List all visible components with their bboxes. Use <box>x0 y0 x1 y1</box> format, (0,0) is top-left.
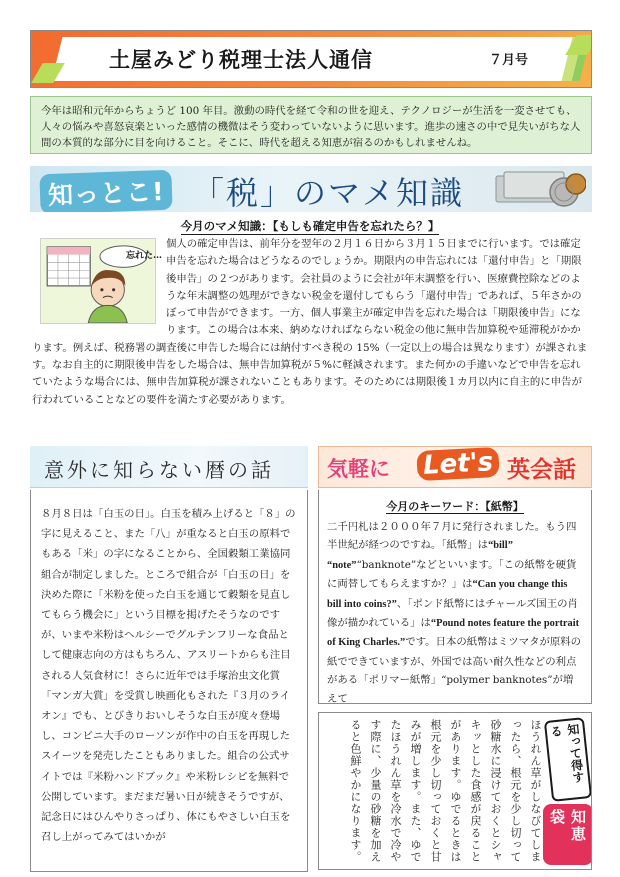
english-text-part-3: 、「ポンド紙幣にはチャールズ国王の肖像が描かれている」は <box>327 597 578 630</box>
tax-banner-title: 「税」のマメ知識 <box>192 174 465 212</box>
tax-article-subtitle <box>0 218 620 234</box>
tax-trivia-banner <box>30 166 592 212</box>
tips-logo-top: 知って得する <box>544 717 592 802</box>
newsletter-header <box>30 30 592 88</box>
calendar-banner-title: 意外に知らない暦の話 <box>44 458 274 482</box>
tax-article-body <box>32 236 590 409</box>
english-phrase-coins: “Can you change this bill into coins?” <box>327 579 568 610</box>
issue-month: ７月号 <box>489 53 529 68</box>
newsletter-title: 土屋みどり税理士法人通信 <box>109 48 373 72</box>
english-keyword-subtitle <box>327 498 583 514</box>
calendar-story-box <box>30 490 308 872</box>
english-corner-box <box>318 490 592 704</box>
english-phrase-pound: “Pound notes feature the portrait of King Charles.” <box>327 618 580 649</box>
forgot-speech-bubble: 忘れた… <box>126 251 163 261</box>
tax-article-text: 個人の確定申告は、前年分を翌年の２月１６日から３月１５日までに行います。では確定申告を忘れた場合はどうなるのでしょうか。期限内の申告忘れには「還付申告」と「期限後申告」の２つがあります。会社員のように会社が年末調整を行い、医療費控除などのような年末調整の処理ができない税金を還付してもらう「還付申告」であれば、５年さかのぼって申告ができます。一方、個人事業主が確定申告を忘れた場合は「期限後申告」になります。この場合は本来、納めなければならない税金の他に無申告加算税や延滞税がかかります。例えば、税務署の調査後に申告した場合には納付すべき税の 15%（一定以上の場合は異なります）が課されます。なお自主的に期限後申告をした場合は、無申告加算税が５%に軽減されます。また何かの手違いなどで申告を忘れていたような場合には、無申告加算税が課されないこともあります。そのためには期限後１カ月以内に自主的に申告が行われていることなどの要件を満たす必要があります。 <box>32 238 588 406</box>
english-corner-text <box>327 518 583 704</box>
english-text-part-4: です。日本の紙幣はミツマタが原料の紙でできていますが、外国では高い耐久性などの利点がある「ポリマー紙幣」“polymer banknotes”が増えて <box>327 636 582 704</box>
english-word-note: “note” <box>327 559 357 571</box>
english-text-part-2: “banknote”などといいます。「この紙幣を硬貨に両替してもらえますか？」は <box>327 558 577 591</box>
tax-article-subtitle-text: 今月のマメ知識：【もしも確定申告を忘れたら？】 <box>180 219 440 233</box>
coins-bills-illustration <box>494 170 586 208</box>
english-banner-prefix: 気軽に <box>327 457 390 481</box>
english-banner-lets: Let's <box>416 447 500 481</box>
english-keyword-subtitle-text: 今月のキーワード：【紙幣】 <box>386 500 524 513</box>
tips-text: ほうれん草がしなびてしまったら、根元を少し切って砂糖水に浸けておくとシャキッとした食感が戻ることがあります。ゆでるときは根元を少し切っておくと甘みが増します。また、ゆでたほうれん草を冷水で冷やす際に、少量の砂糖を加えると色鮮やかになります。 <box>349 719 542 863</box>
tips-logo-bottom: 知恵袋 <box>543 804 592 865</box>
tips-box <box>318 712 592 870</box>
english-text-part-1: 二千円札は２０００年７月に発行されました。もう四半世紀が経つのですね。「紙幣」は <box>327 521 577 552</box>
english-word-bill: “bill” <box>488 540 513 552</box>
tips-logo <box>549 719 587 865</box>
english-banner-title: 英会話 <box>507 457 576 483</box>
calendar-story-text: ８月８日は「白玉の日」。白玉を積み上げると「８」の字に見えること、また「八」が重なると白玉の原料でもある「米」の字になることから、全国穀類工業協同組合が制定しました。ところで組合が「白玉の日」を決めた際に「米粉を使った白玉を通じて穀類を見直してもらう機会に」という目標を掲げたそうなのですが、いまや米粉はヘルシーでグルテンフリーな食品として健康志向の方はもちろん、アスリートからも注目される人気食材に！さらに近年では手塚治虫文化賞「マンガ大賞」を受賞し映画化もされた『３月のライオン』でも、とびきりおいしそうな白玉が度々登場し、コンビニ大手のローソンが作中の白玉を再現したスイーツを発売したこともありました。組合の公式サイトでは『米粉ハンドブック』や米粉レシピを無料で公開しています。まだまだ暑い日が続きそうですが、記念日にはひんやりさっぱり、体にもやさしい白玉を召し上がってみてはいかが <box>41 508 296 844</box>
calendar-story-banner <box>30 446 308 488</box>
english-corner-banner <box>318 446 592 488</box>
tax-banner-kicker: 知っとこ! <box>39 170 173 212</box>
intro-paragraph: 今年は昭和元年からちょうど 100 年目。激動の時代を経て令和の世を迎え、テクノロジーが生活を一変させても、人々の悩みや喜怒哀楽といった感情の機微はそう変わっていないように思います。進歩の速さの中で見失いがちな人間の本質的な部分に目を向けること。そこに、時代を超える知恵が宿るのかもしれませんね。 <box>30 96 592 154</box>
